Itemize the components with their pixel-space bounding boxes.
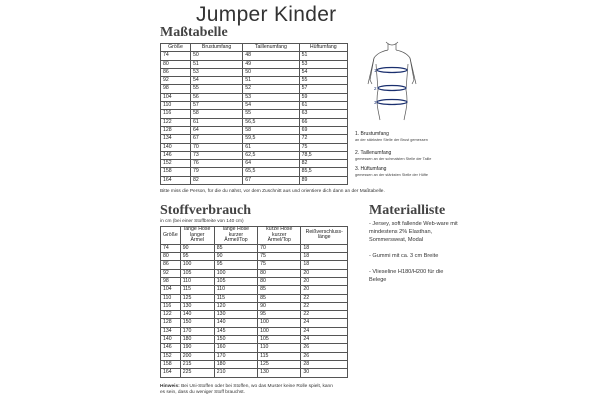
fabric-table-header-row: [161, 227, 348, 245]
table-row: [161, 344, 348, 352]
table-row: [161, 168, 348, 176]
table-cell: 52: [243, 85, 299, 93]
table-cell: 70: [190, 143, 242, 151]
table-cell: 95: [180, 253, 214, 261]
table-cell: 158: [161, 168, 191, 176]
table-cell: 95: [258, 311, 301, 319]
table-cell: 158: [161, 360, 181, 368]
table-cell: 190: [180, 344, 214, 352]
table-cell: 210: [214, 369, 257, 377]
table-cell: 26: [301, 344, 348, 352]
table-cell: 100: [180, 261, 214, 269]
table-row: [161, 102, 348, 110]
table-cell: 110: [161, 294, 181, 302]
table-cell: 20: [301, 277, 348, 285]
table-cell: 51: [243, 77, 299, 85]
table-cell: 56: [190, 93, 242, 101]
table-cell: 105: [214, 277, 257, 285]
table-cell: 18: [301, 244, 348, 252]
table-cell: 53: [299, 60, 347, 68]
table-cell: 90: [258, 302, 301, 310]
table-row: [161, 176, 348, 184]
table-cell: 59,5: [243, 135, 299, 143]
table-cell: 50: [190, 52, 242, 60]
page-title: Jumper Kinder: [196, 3, 337, 26]
table-cell: 110: [258, 344, 301, 352]
table-cell: 58: [190, 110, 242, 118]
table-cell: 24: [301, 327, 348, 335]
table-cell: 160: [214, 344, 257, 352]
fabric-col-header: kurze Hose kurzer Ärmel/Top: [258, 227, 301, 245]
table-cell: 78,5: [299, 151, 347, 159]
table-row: [161, 52, 348, 60]
table-cell: 95: [214, 261, 257, 269]
waist-measure-line: [378, 86, 406, 91]
size-table-note: Bitte miss die Person, für die du nähst, vor dem Zuschnitt aus und orientiere dich dann an der Maßtabelle.: [160, 189, 385, 194]
table-row: [161, 93, 348, 101]
table-cell: 170: [214, 352, 257, 360]
table-row: [161, 327, 348, 335]
table-cell: 30: [301, 369, 348, 377]
table-cell: 115: [214, 294, 257, 302]
table-cell: 22: [301, 302, 348, 310]
table-cell: 54: [190, 77, 242, 85]
table-cell: 128: [161, 126, 191, 134]
material-list-heading: Materialliste: [369, 203, 446, 218]
table-cell: 85: [258, 294, 301, 302]
table-cell: 110: [180, 277, 214, 285]
marker-3: 3: [374, 100, 377, 105]
table-row: [161, 77, 348, 85]
table-cell: 122: [161, 118, 191, 126]
table-row: [161, 269, 348, 277]
table-cell: 152: [161, 160, 191, 168]
legend-bust: 1. Brustumfang an der stärksten Stelle der Brust gemessen: [355, 131, 428, 142]
table-row: [161, 110, 348, 118]
table-cell: 89: [299, 176, 347, 184]
table-cell: 86: [161, 261, 181, 269]
table-cell: 134: [161, 135, 191, 143]
table-cell: 116: [161, 110, 191, 118]
table-row: [161, 244, 348, 252]
table-row: [161, 360, 348, 368]
marker-2: 2: [374, 86, 377, 91]
table-cell: 200: [180, 352, 214, 360]
table-cell: 104: [161, 286, 181, 294]
legend-hip: 3. Hüftumfang gemessen an der stärksten Stelle der Hüfte: [355, 166, 429, 177]
table-cell: 56,5: [243, 118, 299, 126]
table-row: [161, 352, 348, 360]
table-cell: 69: [299, 126, 347, 134]
table-cell: 64: [190, 126, 242, 134]
table-cell: 75: [258, 261, 301, 269]
hip-measure-line: [377, 100, 407, 105]
table-cell: 73: [190, 151, 242, 159]
table-cell: 80: [258, 277, 301, 285]
table-cell: 49: [243, 60, 299, 68]
table-cell: 100: [258, 327, 301, 335]
table-cell: 57: [190, 102, 242, 110]
table-cell: 20: [301, 269, 348, 277]
table-row: [161, 126, 348, 134]
table-cell: 128: [161, 319, 181, 327]
table-cell: 70: [258, 244, 301, 252]
table-cell: 24: [301, 336, 348, 344]
table-cell: 67: [190, 135, 242, 143]
table-cell: 140: [161, 336, 181, 344]
table-cell: 100: [214, 269, 257, 277]
table-cell: 98: [161, 277, 181, 285]
table-row: [161, 311, 348, 319]
fabric-table-subheading: in cm (bei einer Stoffbreite von 140 cm): [160, 219, 244, 224]
table-cell: 53: [243, 93, 299, 101]
table-cell: 75: [299, 143, 347, 151]
legend-waist: 2. Taillenumfang gemessen an der schmalsten Stelle der Taille: [355, 150, 432, 161]
table-cell: 180: [214, 360, 257, 368]
table-cell: 134: [161, 327, 181, 335]
table-cell: 54: [243, 102, 299, 110]
size-col-header: Größe: [161, 44, 191, 52]
table-cell: 61: [190, 118, 242, 126]
size-col-header: Hüftumfang: [299, 44, 347, 52]
table-cell: 18: [301, 261, 348, 269]
table-cell: 85: [258, 286, 301, 294]
table-cell: 55: [243, 110, 299, 118]
table-cell: 67: [243, 176, 299, 184]
table-cell: 110: [214, 286, 257, 294]
table-cell: 50: [243, 68, 299, 76]
table-cell: 63: [299, 110, 347, 118]
table-row: [161, 143, 348, 151]
table-cell: 22: [301, 294, 348, 302]
table-cell: 150: [180, 319, 214, 327]
table-cell: 54: [299, 68, 347, 76]
table-cell: 115: [258, 352, 301, 360]
table-cell: 105: [258, 336, 301, 344]
table-cell: 122: [161, 311, 181, 319]
table-cell: 66: [299, 118, 347, 126]
table-cell: 74: [161, 244, 181, 252]
table-cell: 80: [161, 253, 181, 261]
table-cell: 57: [299, 85, 347, 93]
table-cell: 145: [214, 327, 257, 335]
table-row: [161, 319, 348, 327]
size-table: [160, 43, 348, 185]
table-cell: 82: [299, 160, 347, 168]
size-table-heading: Maßtabelle: [160, 25, 228, 40]
fabric-col-header: lange Hose langer Ärmel: [180, 227, 214, 245]
table-row: [161, 277, 348, 285]
table-row: [161, 302, 348, 310]
body-measurement-figure: [362, 40, 422, 127]
material-item: - Jersey, soft fallende Web-ware mit mindestens 2% Elasthan, Sommersweat, Modal: [369, 221, 458, 243]
table-cell: 85: [214, 244, 257, 252]
table-cell: 80: [258, 269, 301, 277]
table-cell: 164: [161, 369, 181, 377]
table-cell: 110: [161, 102, 191, 110]
table-cell: 86: [161, 68, 191, 76]
fabric-table-heading: Stoffverbrauch: [160, 203, 251, 218]
table-cell: 130: [258, 369, 301, 377]
fabric-table-note: Hinweis: Bei Uni-Stoffen oder bei Stoffen, wo das Muster keine Rolle spielt, kann es sein, dass du weniger Stoff brauchst.: [160, 384, 333, 395]
table-cell: 130: [214, 311, 257, 319]
table-cell: 100: [258, 319, 301, 327]
table-cell: 92: [161, 269, 181, 277]
table-cell: 51: [190, 60, 242, 68]
table-cell: 130: [180, 302, 214, 310]
size-table-header-row: [161, 44, 348, 52]
fabric-col-header: lange Hose kurzer Ärmel/Top: [214, 227, 257, 245]
table-cell: 82: [190, 176, 242, 184]
table-cell: 80: [161, 60, 191, 68]
table-cell: 18: [301, 253, 348, 261]
marker-1: 1: [374, 68, 377, 73]
table-cell: 58: [243, 126, 299, 134]
table-row: [161, 261, 348, 269]
table-cell: 75: [258, 253, 301, 261]
table-cell: 55: [299, 77, 347, 85]
table-cell: 55: [190, 85, 242, 93]
table-cell: 76: [190, 160, 242, 168]
size-col-header: Brustumfang: [190, 44, 242, 52]
table-cell: 105: [180, 269, 214, 277]
fabric-table: [160, 226, 348, 378]
table-cell: 146: [161, 344, 181, 352]
size-col-header: Taillenumfang: [243, 44, 299, 52]
table-row: [161, 85, 348, 93]
table-row: [161, 118, 348, 126]
table-cell: 64: [243, 160, 299, 168]
table-cell: 180: [180, 336, 214, 344]
table-row: [161, 294, 348, 302]
table-cell: 61: [243, 143, 299, 151]
table-cell: 24: [301, 319, 348, 327]
table-cell: 20: [301, 286, 348, 294]
table-cell: 74: [161, 52, 191, 60]
table-cell: 65,5: [243, 168, 299, 176]
table-cell: 28: [301, 360, 348, 368]
table-cell: 92: [161, 77, 191, 85]
table-cell: 98: [161, 85, 191, 93]
table-cell: 85,5: [299, 168, 347, 176]
table-cell: 225: [180, 369, 214, 377]
table-cell: 51: [299, 52, 347, 60]
table-row: [161, 68, 348, 76]
table-row: [161, 253, 348, 261]
table-cell: 140: [161, 143, 191, 151]
table-cell: 164: [161, 176, 191, 184]
table-cell: 146: [161, 151, 191, 159]
table-cell: 115: [180, 286, 214, 294]
table-cell: 116: [161, 302, 181, 310]
table-cell: 72: [299, 135, 347, 143]
material-list: [369, 220, 459, 292]
child-torso-illustration: [362, 40, 422, 122]
table-cell: 48: [243, 52, 299, 60]
material-item: - Gummi mit ca. 3 cm Breite: [369, 253, 439, 259]
table-cell: 53: [190, 68, 242, 76]
table-cell: 125: [258, 360, 301, 368]
table-cell: 150: [214, 336, 257, 344]
table-row: [161, 286, 348, 294]
table-cell: 59: [299, 93, 347, 101]
material-item: - Vlieseline H180/H200 für die Belege: [369, 269, 444, 283]
table-cell: 120: [214, 302, 257, 310]
table-cell: 170: [180, 327, 214, 335]
table-row: [161, 60, 348, 68]
table-cell: 22: [301, 311, 348, 319]
table-cell: 90: [180, 244, 214, 252]
bust-measure-line: [377, 68, 407, 73]
table-cell: 215: [180, 360, 214, 368]
fabric-col-header: Reißverschluss-länge: [301, 227, 348, 245]
table-row: [161, 160, 348, 168]
table-row: [161, 135, 348, 143]
table-cell: 140: [214, 319, 257, 327]
table-cell: 140: [180, 311, 214, 319]
table-cell: 152: [161, 352, 181, 360]
table-cell: 26: [301, 352, 348, 360]
table-row: [161, 151, 348, 159]
table-cell: 125: [180, 294, 214, 302]
table-row: [161, 369, 348, 377]
fabric-col-header: Größe: [161, 227, 181, 245]
table-cell: 61: [299, 102, 347, 110]
table-cell: 90: [214, 253, 257, 261]
table-row: [161, 336, 348, 344]
table-cell: 62,5: [243, 151, 299, 159]
table-cell: 104: [161, 93, 191, 101]
table-cell: 79: [190, 168, 242, 176]
